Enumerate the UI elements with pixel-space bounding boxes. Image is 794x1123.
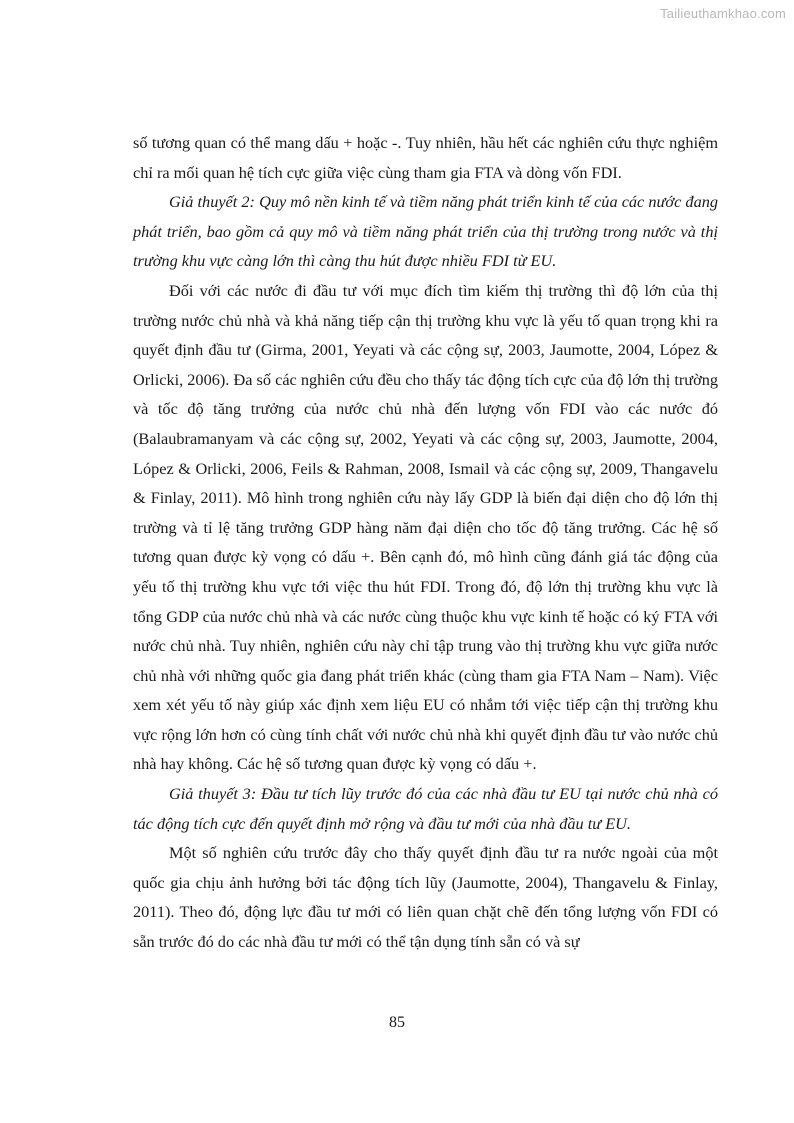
paragraph-accumulation: Một số nghiên cứu trước đây cho thấy quyết định đầu tư ra nước ngoài của một quốc gia chịu ảnh hưởng bởi tác động tích lũy (Jaumotte, 2004), Thangavelu & Finlay, 2011). Theo đó, động lực đầu tư mới có liên quan chặt chẽ đến tổng lượng vốn FDI có sẵn trước đó do các nhà đầu tư mới có thể tận dụng tính sẵn có và sự [133,843,718,952]
hypothesis-3: Giả thuyết 3: Đầu tư tích lũy trước đó của các nhà đầu tư EU tại nước chủ nhà có tác động tích cực đến quyết định mở rộng và đầu tư mới của nhà đầu tư EU. [133,784,718,833]
paragraph-market-size: Đối với các nước đi đầu tư với mục đích tìm kiếm thị trường thì độ lớn của thị trường nước chủ nhà và khả năng tiếp cận thị trường khu vực là yếu tố quan trọng khi ra quyết định đầu tư (Girma, 2001, Yeyati và các cộng sự, 2003, Jaumotte, 2004, López & Orlicki, 2006). Đa số các nghiên cứu đều cho thấy tác động tích cực của độ lớn thị trường và tốc độ tăng trưởng của nước chủ nhà đến lượng vốn FDI vào các nước đó (Balaubramanyam và các cộng sự, 2002, Yeyati và các cộng sự, 2003, Jaumotte, 2004, López & Orlicki, 2006, Feils & Rahman, 2008, Ismail và các cộng sự, 2009, Thangavelu & Finlay, 2011). Mô hình trong nghiên cứu này lấy GDP là biến đại diện cho độ lớn thị trường và tỉ lệ tăng trưởng GDP hàng năm đại diện cho tốc độ tăng trưởng. Các hệ số tương quan được kỳ vọng có dấu +. Bên cạnh đó, mô hình cũng đánh giá tác động của yếu tố thị trường khu vực tới việc thu hút FDI. Trong đó, độ lớn thị trường khu vực là tổng GDP của nước chủ nhà và các nước cùng thuộc khu vực kinh tế hoặc có ký FTA với nước chủ nhà. Tuy nhiên, nghiên cứu này chỉ tập trung vào thị trường khu vực giữa nước chủ nhà với những quốc gia đang phát triển khác (cùng tham gia FTA Nam – Nam). Việc xem xét yếu tố này giúp xác định xem liệu EU có nhắm tới việc tiếp cận thị trường khu vực rộng lớn hơn có cùng tính chất với nước chủ nhà khi quyết định đầu tư vào nước chủ nhà hay không. Các hệ số tương quan được kỳ vọng có dấu +. [133,280,718,774]
page-number: 85 [389,1014,405,1031]
document-body [133,128,718,957]
watermark: Tailieuthamkhao.com [660,6,786,21]
paragraph-continuation: số tương quan có thể mang dấu + hoặc -. Tuy nhiên, hầu hết các nghiên cứu thực nghiệm chỉ ra mối quan hệ tích cực giữa việc cùng tham gia FTA và dòng vốn FDI. [133,133,718,182]
hypothesis-2: Giả thuyết 2: Quy mô nền kinh tế và tiềm năng phát triển kinh tế của các nước đang phát triển, bao gồm cả quy mô và tiềm năng phát triển của thị trường trong nước và thị trường khu vực càng lớn thì càng thu hút được nhiều FDI từ EU. [133,192,718,271]
